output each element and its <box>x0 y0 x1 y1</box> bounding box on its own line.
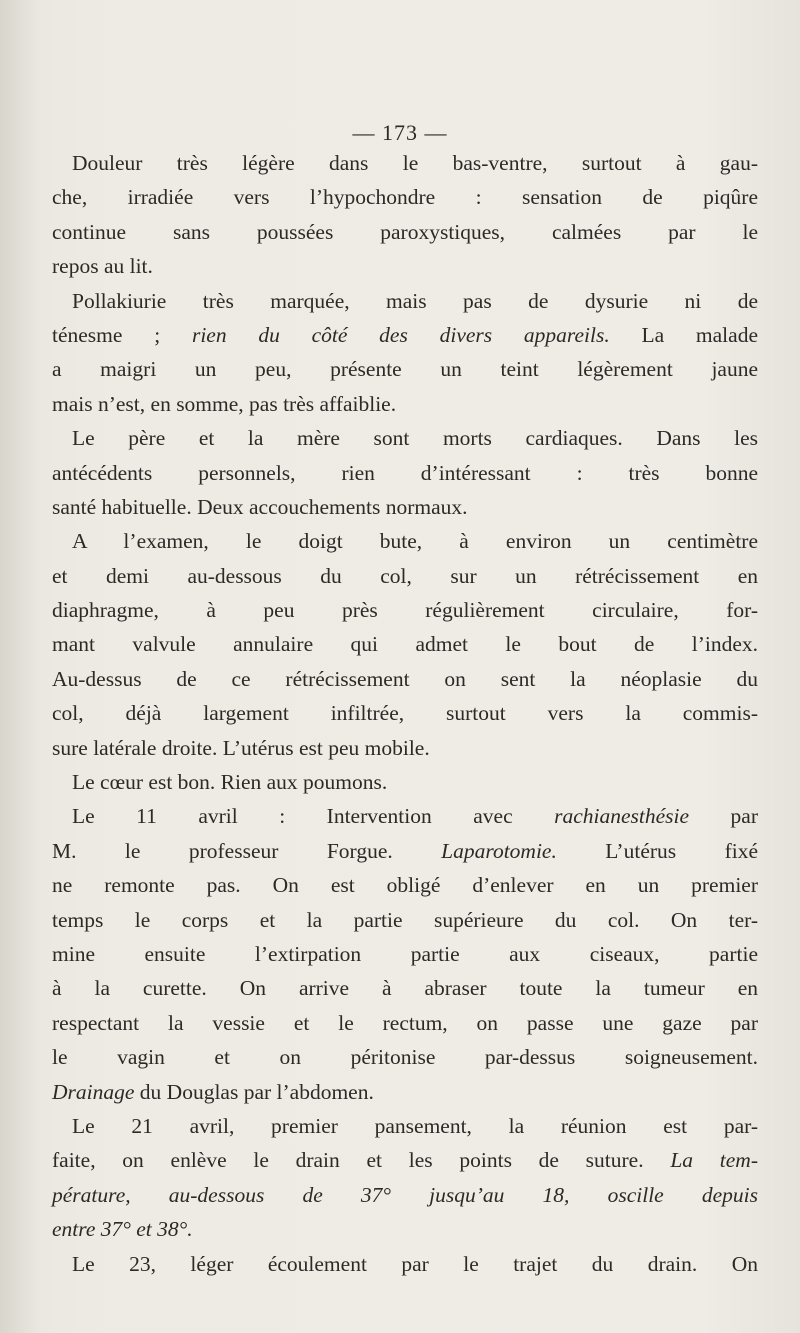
italic-text: rien du côté des divers appareils. <box>191 322 610 347</box>
italic-text: Laparotomie. <box>441 838 557 863</box>
text-run: ne remonte pas. On est obligé d’enlever en un premier <box>52 873 758 898</box>
text-run: santé habituelle. Deux accouchements normaux. <box>52 494 468 519</box>
text-line <box>52 284 758 318</box>
text-run: le vagin et on péritonise par-dessus soigneusement. <box>52 1045 758 1070</box>
text-line <box>52 352 758 386</box>
text-line <box>52 1109 758 1143</box>
italic-text: Drainage <box>52 1079 135 1104</box>
text-run: par <box>689 804 758 829</box>
italic-text: rachianesthésie <box>554 804 690 829</box>
text-run: Le 21 avril, premier pansement, la réunion est par- <box>72 1113 758 1138</box>
page-number: — 173 — <box>352 120 448 145</box>
italic-text: entre 37° et 38°. <box>52 1217 193 1242</box>
text-line <box>52 456 758 490</box>
text-run: repos au lit. <box>52 254 153 279</box>
text-run: Le cœur est bon. Rien aux poumons. <box>72 770 388 795</box>
text-line <box>52 627 758 661</box>
text-run: Le 11 avril : Intervention avec <box>72 804 555 829</box>
text-run: temps le corps et la partie supérieure du col. On ter- <box>52 907 758 932</box>
text-line <box>52 937 758 971</box>
text-run: che, irradiée vers l’hypochondre : sensation de piqûre <box>52 185 758 210</box>
text-run: faite, on enlève le drain et les points de suture. <box>52 1148 671 1173</box>
text-line <box>52 662 758 696</box>
text-line <box>52 765 758 799</box>
text-run: mine ensuite l’extirpation partie aux ciseaux, partie <box>52 941 758 966</box>
text-line <box>52 318 758 352</box>
text-run: diaphragme, à peu près régulièrement circulaire, for- <box>52 598 758 623</box>
text-line <box>52 146 758 180</box>
text-line <box>52 421 758 455</box>
text-run: mant valvule annulaire qui admet le bout de l’index. <box>52 632 758 657</box>
text-line <box>52 834 758 868</box>
text-run: à la curette. On arrive à abraser toute la tumeur en <box>52 976 758 1001</box>
text-run: sure latérale droite. L’utérus est peu mobile. <box>52 735 430 760</box>
text-line <box>52 1143 758 1177</box>
italic-text: La tem- <box>670 1148 758 1173</box>
text-run: col, déjà largement infiltrée, surtout vers la commis- <box>52 701 758 726</box>
text-line <box>52 180 758 214</box>
text-run: a maigri un peu, présente un teint légèrement jaune <box>52 357 758 382</box>
text-run: Le 23, léger écoulement par le trajet du drain. On <box>72 1251 758 1276</box>
text-line <box>52 1212 758 1246</box>
text-run: Le père et la mère sont morts cardiaques. Dans les <box>72 426 758 451</box>
text-line <box>52 593 758 627</box>
text-run: M. le professeur Forgue. <box>52 838 442 863</box>
text-run: du Douglas par l’abdomen. <box>134 1079 374 1104</box>
text-line <box>52 1075 758 1109</box>
text-run: continue sans poussées paroxystiques, calmées par le <box>52 219 758 244</box>
text-line <box>52 490 758 524</box>
text-run: La malade <box>609 322 758 347</box>
text-line <box>52 903 758 937</box>
text-run: L’utérus fixé <box>556 838 758 863</box>
text-run: Pollakiurie très marquée, mais pas de dysurie ni de <box>72 288 758 313</box>
text-line <box>52 387 758 421</box>
text-run: Douleur très légère dans le bas-ventre, surtout à gau- <box>72 151 758 175</box>
text-line <box>52 1040 758 1074</box>
text-run: mais n’est, en somme, pas très affaiblie. <box>52 391 397 416</box>
text-line <box>52 868 758 902</box>
body-text <box>52 146 758 1281</box>
text-run: antécédents personnels, rien d’intéressant : très bonne <box>52 460 758 485</box>
text-line <box>52 971 758 1005</box>
text-run: et demi au-dessous du col, sur un rétrécissement en <box>52 563 758 588</box>
text-run: ténesme ; <box>52 322 192 347</box>
text-line <box>52 731 758 765</box>
text-run: respectant la vessie et le rectum, on passe une gaze par <box>52 1010 758 1035</box>
text-line <box>52 696 758 730</box>
text-run: A l’examen, le doigt bute, à environ un centimètre <box>72 529 758 554</box>
text-line <box>52 249 758 283</box>
text-line <box>52 215 758 249</box>
text-line <box>52 799 758 833</box>
italic-text: pérature, au-dessous de 37° jusqu’au 18, oscille depuis <box>52 1182 758 1207</box>
text-line <box>52 524 758 558</box>
text-line <box>52 559 758 593</box>
text-line <box>52 1006 758 1040</box>
text-line <box>52 1178 758 1212</box>
text-line <box>52 1247 758 1281</box>
text-run: Au-dessus de ce rétrécissement on sent la néoplasie du <box>52 666 758 691</box>
